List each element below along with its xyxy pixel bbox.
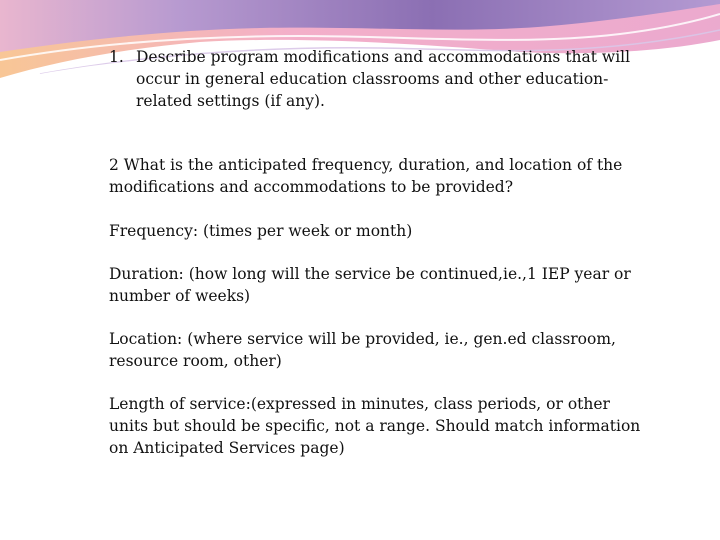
duration-text: Duration: (how long will the service be continued,ie.,1 IEP year or number of weeks) [109,265,631,305]
numbered-item-1 [109,46,649,112]
frequency-text: Frequency: (times per week or month) [109,222,413,240]
item-1-text: Describe program modifications and accommodations that will occur in general education classrooms and other education-related settings (if any). [136,48,631,110]
item-1-number: 1. [109,48,124,66]
slide-content [109,46,649,459]
length-of-service-text: Length of service:(expressed in minutes, class periods, or other units but should be specific, not a range. Should match information on Anticipated Services page) [109,395,641,457]
location-text: Location: (where service will be provided, ie., gen.ed classroom, resource room, other) [109,330,616,370]
question-2-text: 2 What is the anticipated frequency, duration, and location of the modifications and accommodations to be provided? [109,156,623,196]
